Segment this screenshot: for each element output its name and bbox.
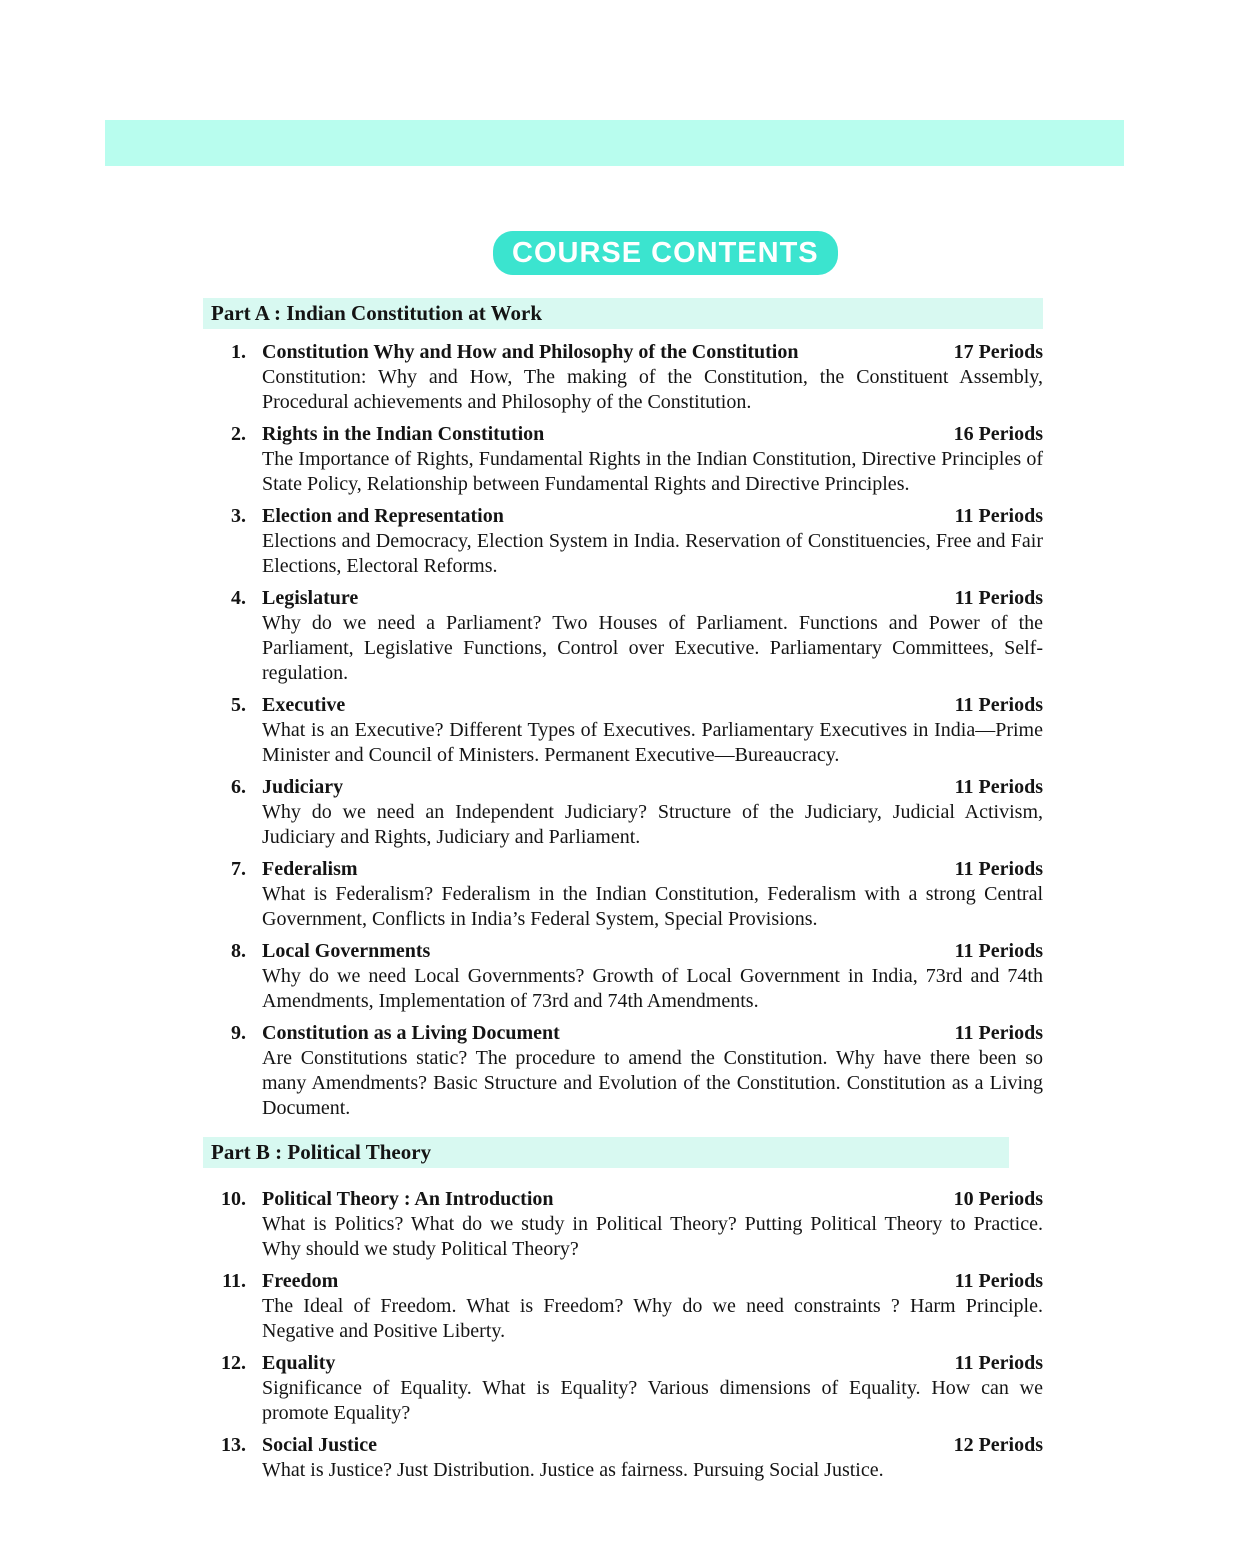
item-header [203,693,1043,718]
item-title: Legislature [262,587,359,609]
item-number: 3. [231,505,246,527]
course-contents-body [203,298,1043,1490]
item-header [203,1269,1043,1294]
part-section [203,1137,1043,1483]
item-header [203,857,1043,882]
item-periods: 10 Periods [953,1188,1043,1210]
item-periods: 11 Periods [954,1270,1043,1292]
item-number: 12. [221,1352,246,1374]
item-periods: 11 Periods [954,505,1043,527]
item-title: Judiciary [262,776,344,798]
item-title: Constitution as a Living Document [262,1022,560,1044]
item-header [203,504,1043,529]
item-number: 2. [231,423,246,445]
item-description: What is Politics? What do we study in Political Theory? Putting Political Theory to Practice. Why should we study Political Theory? [262,1213,1043,1260]
item-description: Are Constitutions static? The procedure to amend the Constitution. Why have there been so many Amendments? Basic Structure and Evolution of the Constitution. Constitution as a Living Document. [262,1047,1043,1119]
item-number: 7. [231,858,246,880]
course-item [203,1433,1043,1483]
part-section [203,298,1043,1121]
item-title: Rights in the Indian Constitution [262,423,545,445]
course-item [203,857,1043,932]
course-item [203,1021,1043,1121]
item-title: Federalism [262,858,358,880]
item-periods: 16 Periods [953,423,1043,445]
item-periods: 11 Periods [954,1352,1043,1374]
item-title: Local Governments [262,940,431,962]
item-description: What is Federalism? Federalism in the Indian Constitution, Federalism with a strong Central Government, Conflicts in India’s Federal System, Special Provisions. [262,883,1043,930]
item-title: Freedom [262,1270,339,1292]
item-header [203,1187,1043,1212]
item-number: 13. [221,1434,246,1456]
item-title: Social Justice [262,1434,377,1456]
course-item [203,340,1043,415]
course-contents-badge: COURSE CONTENTS [493,231,838,275]
item-number: 10. [221,1188,246,1210]
course-item [203,504,1043,579]
item-title: Executive [262,694,346,716]
item-header [203,775,1043,800]
items-list [203,1168,1043,1483]
item-title: Political Theory : An Introduction [262,1188,554,1210]
item-description: Elections and Democracy, Election System in India. Reservation of Constituencies, Free and Fair Elections, Electoral Reforms. [262,530,1043,577]
item-number: 1. [231,341,246,363]
item-header [203,1351,1043,1376]
item-title: Election and Representation [262,505,504,527]
item-number: 11. [222,1270,246,1292]
item-header [203,1433,1043,1458]
item-periods: 11 Periods [954,694,1043,716]
item-number: 5. [231,694,246,716]
item-header [203,340,1043,365]
course-item [203,1187,1043,1262]
part-heading: Part B : Political Theory [203,1137,1009,1168]
top-banner [105,120,1124,166]
item-title: Constitution Why and How and Philosophy of the Constitution [262,341,799,363]
part-heading: Part A : Indian Constitution at Work [203,298,1043,329]
item-periods: 11 Periods [954,587,1043,609]
item-description: What is an Executive? Different Types of Executives. Parliamentary Executives in India—Prime Minister and Council of Ministers. Permanent Executive—Bureaucracy. [262,719,1043,766]
item-description: What is Justice? Just Distribution. Justice as fairness. Pursuing Social Justice. [262,1459,884,1481]
item-periods: 11 Periods [954,776,1043,798]
item-description: Why do we need a Parliament? Two Houses of Parliament. Functions and Power of the Parliament, Legislative Functions, Control over Executive. Parliamentary Committees, Self-regulation. [262,612,1043,684]
item-description: The Importance of Rights, Fundamental Rights in the Indian Constitution, Directive Principles of State Policy, Relationship between Fundamental Rights and Directive Principles. [262,448,1043,495]
item-title: Equality [262,1352,336,1374]
item-description: Significance of Equality. What is Equality? Various dimensions of Equality. How can we promote Equality? [262,1377,1043,1424]
item-number: 8. [231,940,246,962]
item-description: Why do we need an Independent Judiciary? Structure of the Judiciary, Judicial Activism, Judiciary and Rights, Judiciary and Parliament. [262,801,1043,848]
item-header [203,939,1043,964]
item-description: Why do we need Local Governments? Growth of Local Government in India, 73rd and 74th Amendments, Implementation of 73rd and 74th Amendments. [262,965,1043,1012]
course-item [203,693,1043,768]
course-item [203,775,1043,850]
item-periods: 11 Periods [954,858,1043,880]
item-description: Constitution: Why and How, The making of the Constitution, the Constituent Assembly, Procedural achievements and Philosophy of the Constitution. [262,366,1043,413]
course-item [203,422,1043,497]
item-description: The Ideal of Freedom. What is Freedom? Why do we need constraints ? Harm Principle. Negative and Positive Liberty. [262,1295,1043,1342]
course-item [203,1269,1043,1344]
items-list [203,329,1043,1121]
item-periods: 11 Periods [954,940,1043,962]
course-item [203,586,1043,686]
item-periods: 11 Periods [954,1022,1043,1044]
item-number: 4. [231,587,246,609]
course-item [203,1351,1043,1426]
item-number: 9. [231,1022,246,1044]
item-number: 6. [231,776,246,798]
item-periods: 12 Periods [953,1434,1043,1456]
item-header [203,422,1043,447]
item-header [203,1021,1043,1046]
item-header [203,586,1043,611]
course-item [203,939,1043,1014]
item-periods: 17 Periods [953,341,1043,363]
